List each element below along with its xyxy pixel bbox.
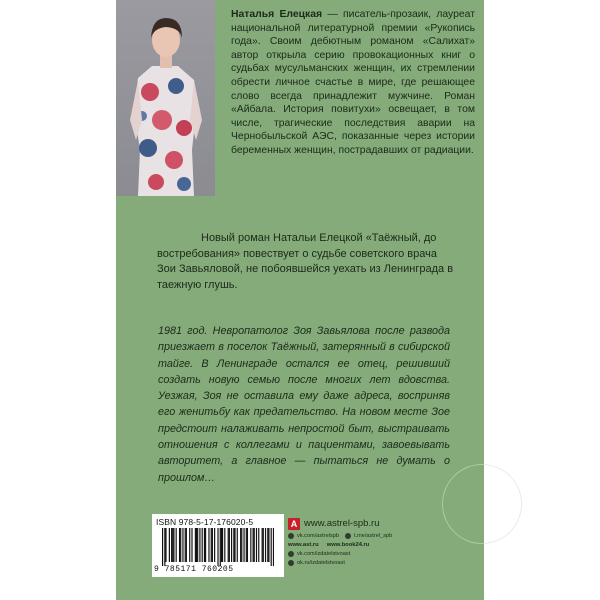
barcode-bar <box>233 528 234 562</box>
barcode-bar <box>217 528 218 566</box>
barcode-bar <box>224 528 225 562</box>
barcode-bar <box>271 528 272 566</box>
barcode-bar <box>234 528 235 562</box>
barcode-bar <box>267 528 268 562</box>
barcode-bar <box>162 528 163 566</box>
barcode-bar <box>254 528 255 562</box>
isbn-label: ISBN 978-5-17-176020-5 <box>156 517 254 527</box>
barcode-bar <box>186 528 187 562</box>
barcode-bar <box>196 528 197 562</box>
barcode-bar <box>204 528 205 562</box>
barcode-bar <box>211 528 212 562</box>
barcode-bar <box>179 528 180 562</box>
barcode-bar <box>205 528 206 562</box>
barcode-bar <box>273 528 274 566</box>
barcode-bar <box>202 528 203 562</box>
barcode-bar <box>171 528 172 562</box>
web-row <box>288 540 458 549</box>
vk-icon <box>288 551 294 557</box>
author-name: Наталья Елецкая <box>231 9 323 20</box>
barcode-bar <box>169 528 170 562</box>
barcode-bar <box>247 528 248 562</box>
barcode-bar <box>243 528 244 562</box>
barcode-bar <box>228 528 229 562</box>
barcode-bar <box>263 528 264 562</box>
barcode-bar <box>214 528 215 562</box>
vk-ast-link[interactable]: vk.com/izdatelstvoast <box>297 550 351 557</box>
barcode-bar <box>182 528 183 562</box>
annotation-paragraph <box>157 231 457 293</box>
barcode-bar <box>256 528 257 562</box>
barcode-bar <box>165 528 166 562</box>
barcode-bar <box>208 528 209 562</box>
barcode-bar <box>195 528 196 562</box>
barcode-bar <box>212 528 213 562</box>
barcode-bar <box>250 528 251 562</box>
barcode-bar <box>197 528 198 562</box>
barcode-bar <box>268 528 269 562</box>
ok-row <box>288 558 458 567</box>
vk-link[interactable]: vk.com/astrelspb <box>297 532 339 539</box>
book-back-cover <box>116 0 484 600</box>
publisher-site-link[interactable]: www.astrel-spb.ru <box>304 518 380 529</box>
barcode-bar <box>222 528 223 562</box>
telegram-icon <box>345 533 351 539</box>
publisher-logo-icon: А <box>288 518 300 530</box>
publisher-links <box>288 516 458 567</box>
author-bio <box>231 8 475 158</box>
vk-icon <box>288 533 294 539</box>
barcode-bar <box>191 528 192 562</box>
ast-link[interactable]: www.ast.ru <box>288 541 319 548</box>
annotation-text: Новый роман Натальи Елецкой «Таёжный, до востребования» повествует о судьбе советского врача Зои Завьяловой, не побоявшейся уехать из Ленинграда в таежную глушь. <box>157 232 454 291</box>
barcode-bar <box>173 528 174 562</box>
barcode-bar <box>180 528 181 562</box>
barcode-bar <box>176 528 177 562</box>
barcode-bar <box>231 528 232 562</box>
barcode-bar <box>240 528 241 562</box>
social-row <box>288 531 458 540</box>
barcode-image <box>162 528 274 566</box>
barcode-bar <box>185 528 186 562</box>
author-bio-text: — писатель-прозаик, лауреат национальной литературной премии «Рукопись года». Своим дебютным романом «Салихат» автор открыла серию провокационных книг о судьбах мусульманских женщин, их стремлении обрести личное счастье в мире, где решающее слово всегда принадлежит мужчине. Роман «Айбала. История повитухи» освещает, в том числе, трагические последствия аварии на Чернобыльской АЭС, показанные через истории беременных женщин, пострадавших от радиации. <box>231 9 475 156</box>
barcode-bar <box>172 528 173 562</box>
book24-link[interactable]: www.book24.ru <box>326 541 370 548</box>
barcode-bar <box>221 528 222 562</box>
seal-watermark <box>442 464 522 544</box>
publisher-site-row[interactable] <box>288 516 458 531</box>
barcode-bar <box>237 528 238 562</box>
ok-link[interactable]: ok.ru/izdatelstvoast <box>297 559 345 566</box>
telegram-link[interactable]: t.me/astrel_spb <box>353 532 393 539</box>
book-excerpt: 1981 год. Невропатолог Зоя Завьялова после развода приезжает в поселок Таёжный, затерянный в сибирской тайге. В Ленинграде остался ее отец, решивший создать новую семью после многих лет вдовства. Уезжая, Зоя не оставила ему даже адреса, восприняв его женитьбу как предательство. На новом месте Зое предстоит налаживать непростой быт, выстраивать отношения с коллегами и пациентами, завоевывать авторитет, а главное — пытаться не думать о прошлом… <box>158 325 450 484</box>
barcode-bar <box>262 528 263 562</box>
barcode-bar <box>265 528 266 562</box>
barcode-bar <box>220 528 221 566</box>
barcode-bar <box>246 528 247 562</box>
barcode-bar <box>229 528 230 562</box>
barcode-digits: 9 785171 760205 <box>154 565 234 574</box>
vk-row <box>288 549 458 558</box>
author-photo <box>116 0 215 196</box>
barcode-bar <box>258 528 259 562</box>
barcode-bar <box>241 528 242 562</box>
barcode-bar <box>189 528 190 562</box>
barcode-panel <box>152 514 284 577</box>
ok-icon <box>288 560 294 566</box>
barcode-bar <box>199 528 200 562</box>
barcode-bar <box>253 528 254 562</box>
barcode-bar <box>164 528 165 566</box>
